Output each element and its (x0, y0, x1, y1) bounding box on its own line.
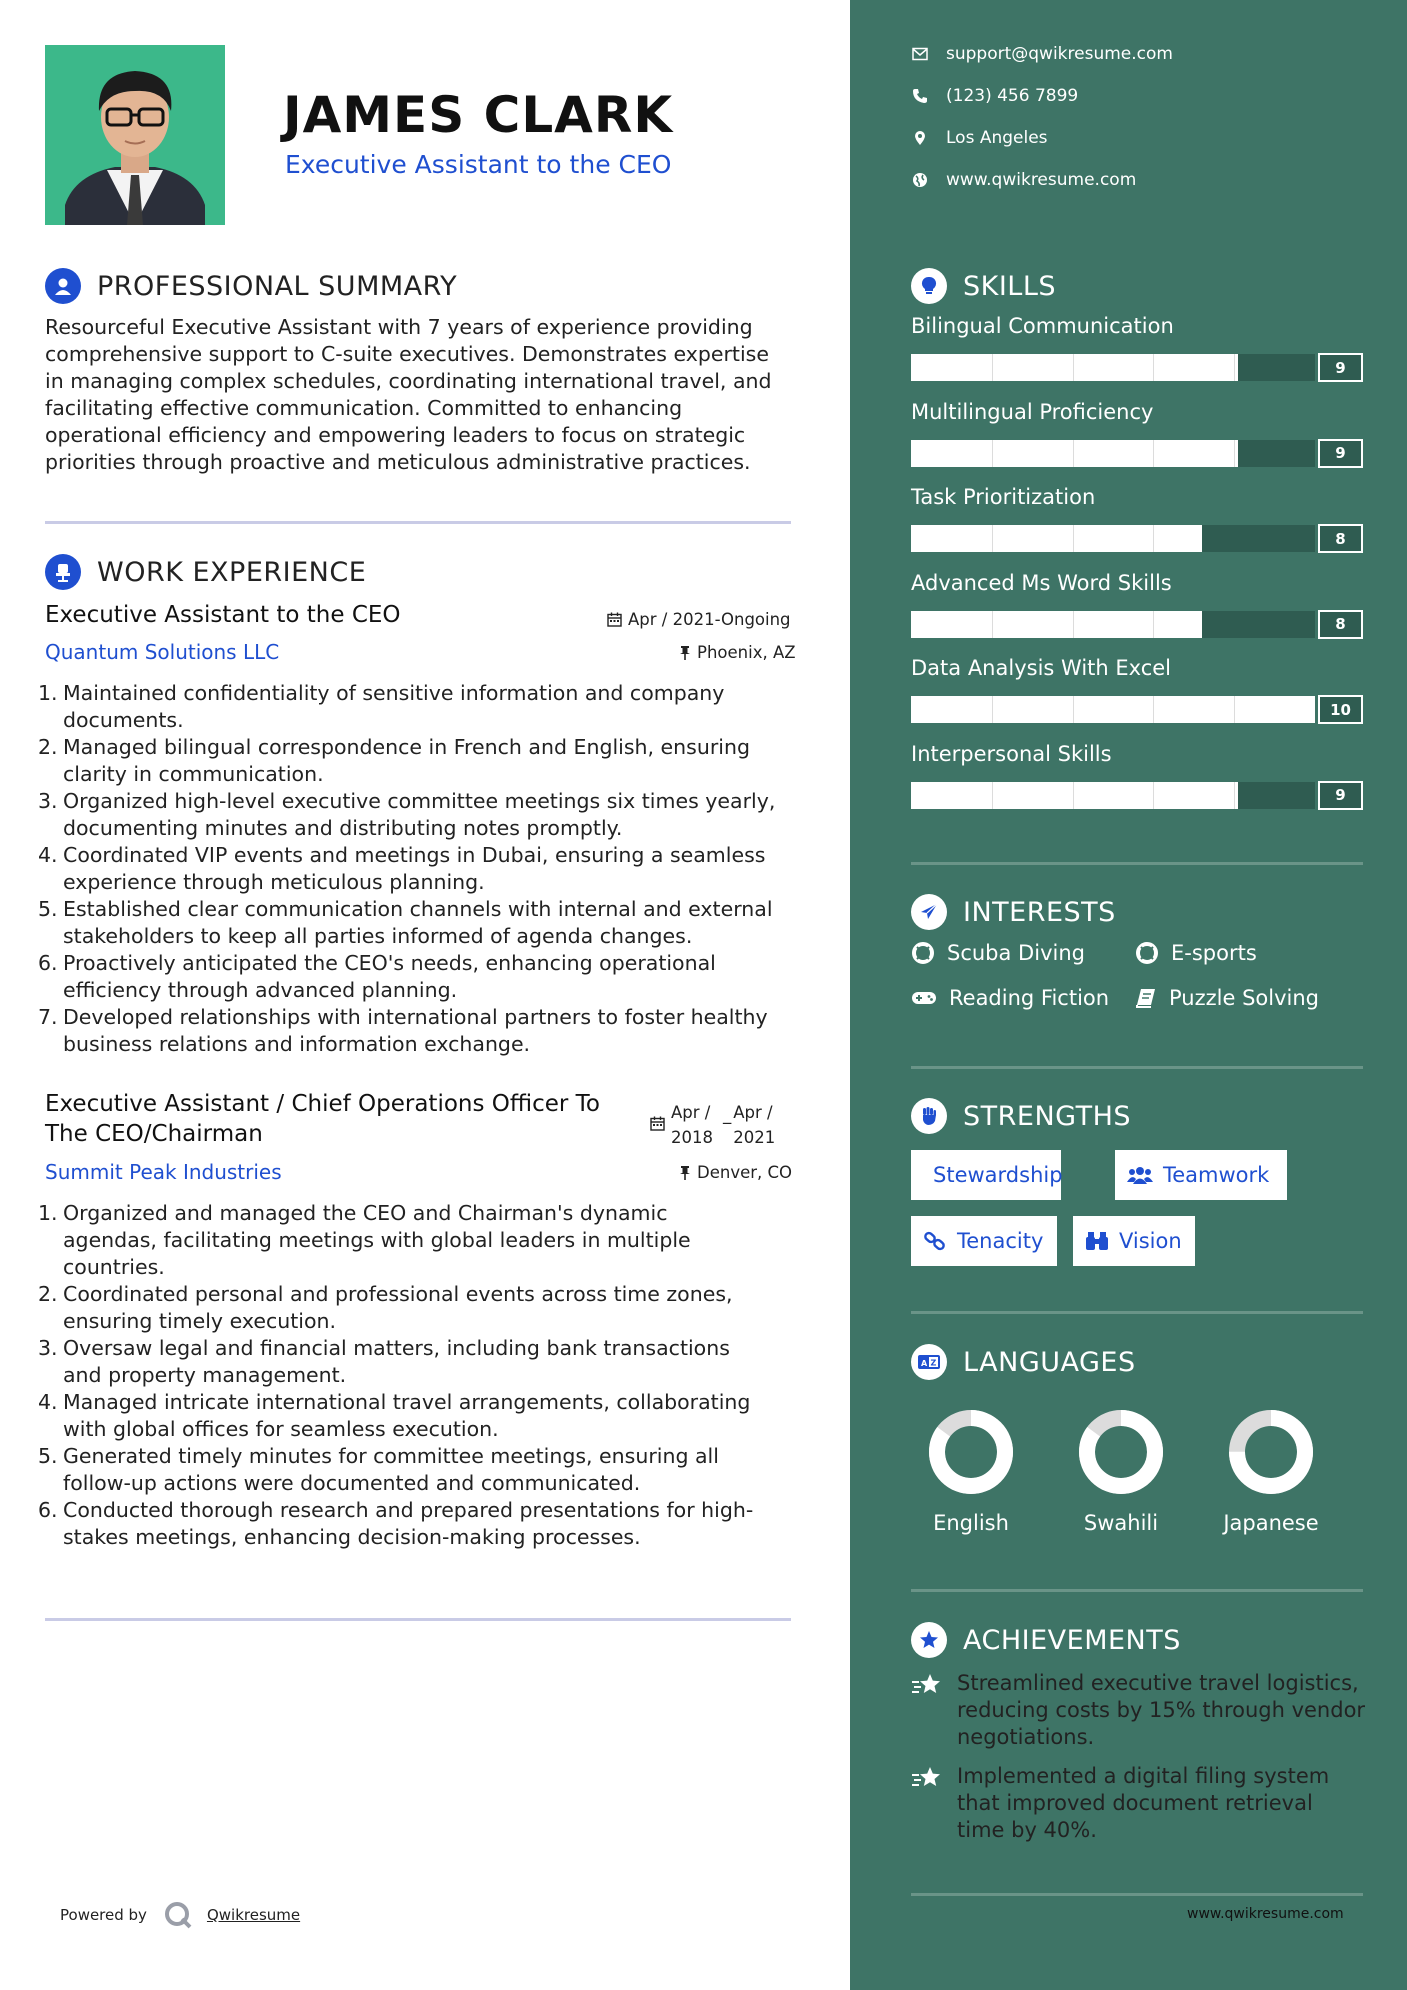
achievements-title: ACHIEVEMENTS (963, 1624, 1181, 1656)
skill-score: 9 (1318, 353, 1363, 382)
job-title-line: The CEO/Chairman (45, 1121, 263, 1147)
list-item: 1. Organized and managed the CEO and Chairman's dynamic agendas, facilitating meetings with global leaders in multiple countries. (38, 1201, 691, 1279)
list-item: 4. Managed intricate international travel arrangements, collaborating with global offices for seamless execution. (38, 1390, 751, 1441)
interests-heading (911, 894, 1116, 930)
summary-heading (45, 268, 457, 304)
list-item: 2. Managed bilingual correspondence in French and English, ensuring clarity in communication. (38, 735, 750, 786)
section-divider (45, 521, 791, 524)
calendar-icon (650, 1116, 665, 1131)
globe-icon (912, 172, 928, 188)
list-item: 4. Coordinated VIP events and meetings in Dubai, ensuring a seamless experience through meticulous planning. (38, 843, 766, 894)
gamepad-icon (911, 989, 937, 1007)
skill-bar (911, 354, 1315, 381)
interests-title: INTERESTS (963, 896, 1116, 928)
summary-line: facilitating effective communication. Committed to enhancing (45, 396, 683, 420)
skill-name: Multilingual Proficiency (911, 399, 1154, 424)
list-item: 6. Proactively anticipated the CEO's needs, enhancing operational efficiency through advanced planning. (38, 951, 716, 1002)
envelope-icon (912, 47, 928, 61)
life-ring-icon (911, 941, 935, 965)
svg-text:A: A (921, 1359, 928, 1368)
skill-name: Data Analysis With Excel (911, 656, 1171, 680)
list-item: 3. Oversaw legal and financial matters, including bank transactions and property management. (38, 1336, 730, 1387)
language-label: English (933, 1511, 1009, 1535)
skill-bar-fill (911, 440, 1238, 467)
interest-item: E-sports (1135, 941, 1257, 965)
skill-name: Task Prioritization (911, 485, 1096, 509)
section-divider (45, 1618, 791, 1621)
experience-title: WORK EXPERIENCE (97, 556, 367, 588)
skill-bar-fill (911, 354, 1238, 381)
job-title-line: Executive Assistant / Chief Operations Officer To (45, 1091, 600, 1117)
languages-title: LANGUAGES (963, 1346, 1136, 1378)
job-dates: Apr / 2018 _ Apr / 2021 (650, 1100, 775, 1150)
interest-item: Reading Fiction (911, 986, 1109, 1010)
skill-name: Interpersonal Skills (911, 741, 1112, 766)
strengths-heading (911, 1098, 1131, 1134)
section-divider (911, 1893, 1363, 1896)
experience-heading (45, 554, 366, 590)
skill-bar (911, 440, 1315, 467)
strength-tag: Stewardship (911, 1150, 1061, 1200)
company-name: Quantum Solutions LLC (45, 640, 280, 664)
job-dates (607, 610, 791, 629)
skill-score: 9 (1318, 781, 1363, 810)
list-item: 2. Coordinated personal and professional events across time zones, ensuring timely execution. (38, 1282, 733, 1333)
contact-location: Los Angeles (912, 128, 1048, 148)
list-item: 5. Generated timely minutes for committee meetings, ensuring all follow-up actions were documented and communicated. (38, 1444, 719, 1495)
skills-heading (911, 268, 1056, 304)
star-badge-icon (911, 1622, 947, 1658)
skill-score: 8 (1318, 524, 1363, 553)
skill-bar-fill (911, 611, 1202, 638)
interest-item: Puzzle Solving (1135, 986, 1319, 1010)
map-pin-icon (912, 130, 928, 146)
lightbulb-icon (911, 268, 947, 304)
job-title: Executive Assistant to the CEO (45, 602, 401, 628)
contact-phone[interactable]: (123) 456 7899 (912, 86, 1078, 106)
skill-bar-fill (911, 525, 1202, 552)
skill-name: Advanced Ms Word Skills (911, 570, 1172, 595)
job-responsibilities (38, 680, 798, 1058)
section-divider (911, 1589, 1363, 1592)
powered-by (60, 1900, 300, 1930)
achievement-item: Implemented a digital filing system that improved document retrieval time by 40%. (911, 1763, 1371, 1844)
skill-bar (911, 782, 1315, 809)
binoculars-icon (1085, 1231, 1109, 1251)
calendar-icon (607, 612, 622, 627)
list-item: 1. Maintained confidentiality of sensitive information and company documents. (38, 681, 725, 732)
summary-title: PROFESSIONAL SUMMARY (97, 270, 458, 302)
paper-plane-icon (911, 894, 947, 930)
translate-icon (911, 1344, 947, 1380)
pin-icon (679, 1165, 691, 1181)
footer-website[interactable]: www.qwikresume.com (1187, 1906, 1344, 1922)
job-location-text: Phoenix, AZ (697, 643, 796, 662)
shooting-star-icon (911, 1765, 943, 1791)
fist-icon (911, 1098, 947, 1134)
job-location-text: Denver, CO (697, 1163, 793, 1182)
summary-line: comprehensive support to C-suite executives. Demonstrates expertise (45, 342, 769, 366)
skill-score: 8 (1318, 610, 1363, 639)
qwikresume-link[interactable]: Qwikresume (206, 1906, 301, 1924)
users-icon (1127, 1165, 1153, 1185)
section-divider (911, 1066, 1363, 1069)
skill-bar (911, 525, 1315, 552)
profile-photo (45, 45, 225, 225)
strength-tag: Vision (1073, 1216, 1195, 1266)
languages-heading (911, 1344, 1136, 1380)
job-location (679, 643, 796, 662)
list-item: 7. Developed relationships with international partners to foster healthy business relations and information exchange. (38, 1005, 768, 1056)
skill-score: 9 (1318, 439, 1363, 468)
candidate-name: JAMES CLARK (283, 86, 674, 144)
list-item: 5. Established clear communication channels with internal and external stakeholders to keep all parties informed of agenda changes. (38, 897, 773, 948)
section-divider (911, 862, 1363, 865)
powered-by-label: Powered by (60, 1906, 147, 1924)
job-dates-text: Apr / 2021-Ongoing (628, 610, 791, 629)
skills-title: SKILLS (963, 270, 1057, 302)
summary-line: priorities through proactive and meticulous administrative practices. (45, 450, 751, 474)
skill-bar (911, 611, 1315, 638)
skill-bar-fill (911, 782, 1238, 809)
achievement-item: Streamlined executive travel logistics, reducing costs by 15% through vendor negotiations. (911, 1670, 1371, 1751)
language-rings (911, 1400, 1363, 1510)
language-label: Japanese (1223, 1511, 1319, 1535)
qwikresume-logo-icon (163, 1900, 193, 1930)
contact-email[interactable]: support@qwikresume.com (912, 44, 1173, 64)
skill-name: Bilingual Communication (911, 314, 1174, 338)
strength-tag: Tenacity (911, 1216, 1057, 1266)
summary-line: operational efficiency and empowering leaders to focus on strategic (45, 423, 746, 447)
list-item: 6. Conducted thorough research and prepared presentations for high- stakes meetings, enhancing decision-making processes. (38, 1498, 754, 1549)
strength-tag: Teamwork (1115, 1150, 1287, 1200)
achievements-heading (911, 1622, 1181, 1658)
language-label: Swahili (1083, 1511, 1159, 1535)
job-responsibilities (38, 1200, 798, 1551)
summary-line: Resourceful Executive Assistant with 7 years of experience providing (45, 315, 753, 339)
skill-bar-fill (911, 696, 1315, 723)
summary-text (45, 314, 795, 476)
skill-bar (911, 696, 1315, 723)
section-divider (911, 1311, 1363, 1314)
link-icon (923, 1231, 947, 1251)
book-icon (1135, 987, 1157, 1009)
shooting-star-icon (911, 1672, 943, 1698)
company-name: Summit Peak Industries (45, 1160, 282, 1184)
candidate-role: Executive Assistant to the CEO (285, 150, 672, 179)
job-location (679, 1163, 792, 1182)
contact-website[interactable]: www.qwikresume.com (912, 170, 1136, 190)
list-item: 3. Organized high-level executive committee meetings six times yearly, documenting minutes and distributing notes promptly. (38, 789, 776, 840)
user-icon (45, 268, 81, 304)
chair-icon (45, 554, 81, 590)
phone-icon (912, 88, 928, 104)
pin-icon (679, 645, 691, 661)
summary-line: in managing complex schedules, coordinating international travel, and (45, 369, 772, 393)
skill-score: 10 (1318, 695, 1363, 724)
life-ring-icon (1135, 941, 1159, 965)
strengths-title: STRENGTHS (963, 1100, 1132, 1132)
svg-text:Z: Z (930, 1358, 937, 1368)
interest-item: Scuba Diving (911, 941, 1085, 965)
job-title (45, 1089, 600, 1149)
